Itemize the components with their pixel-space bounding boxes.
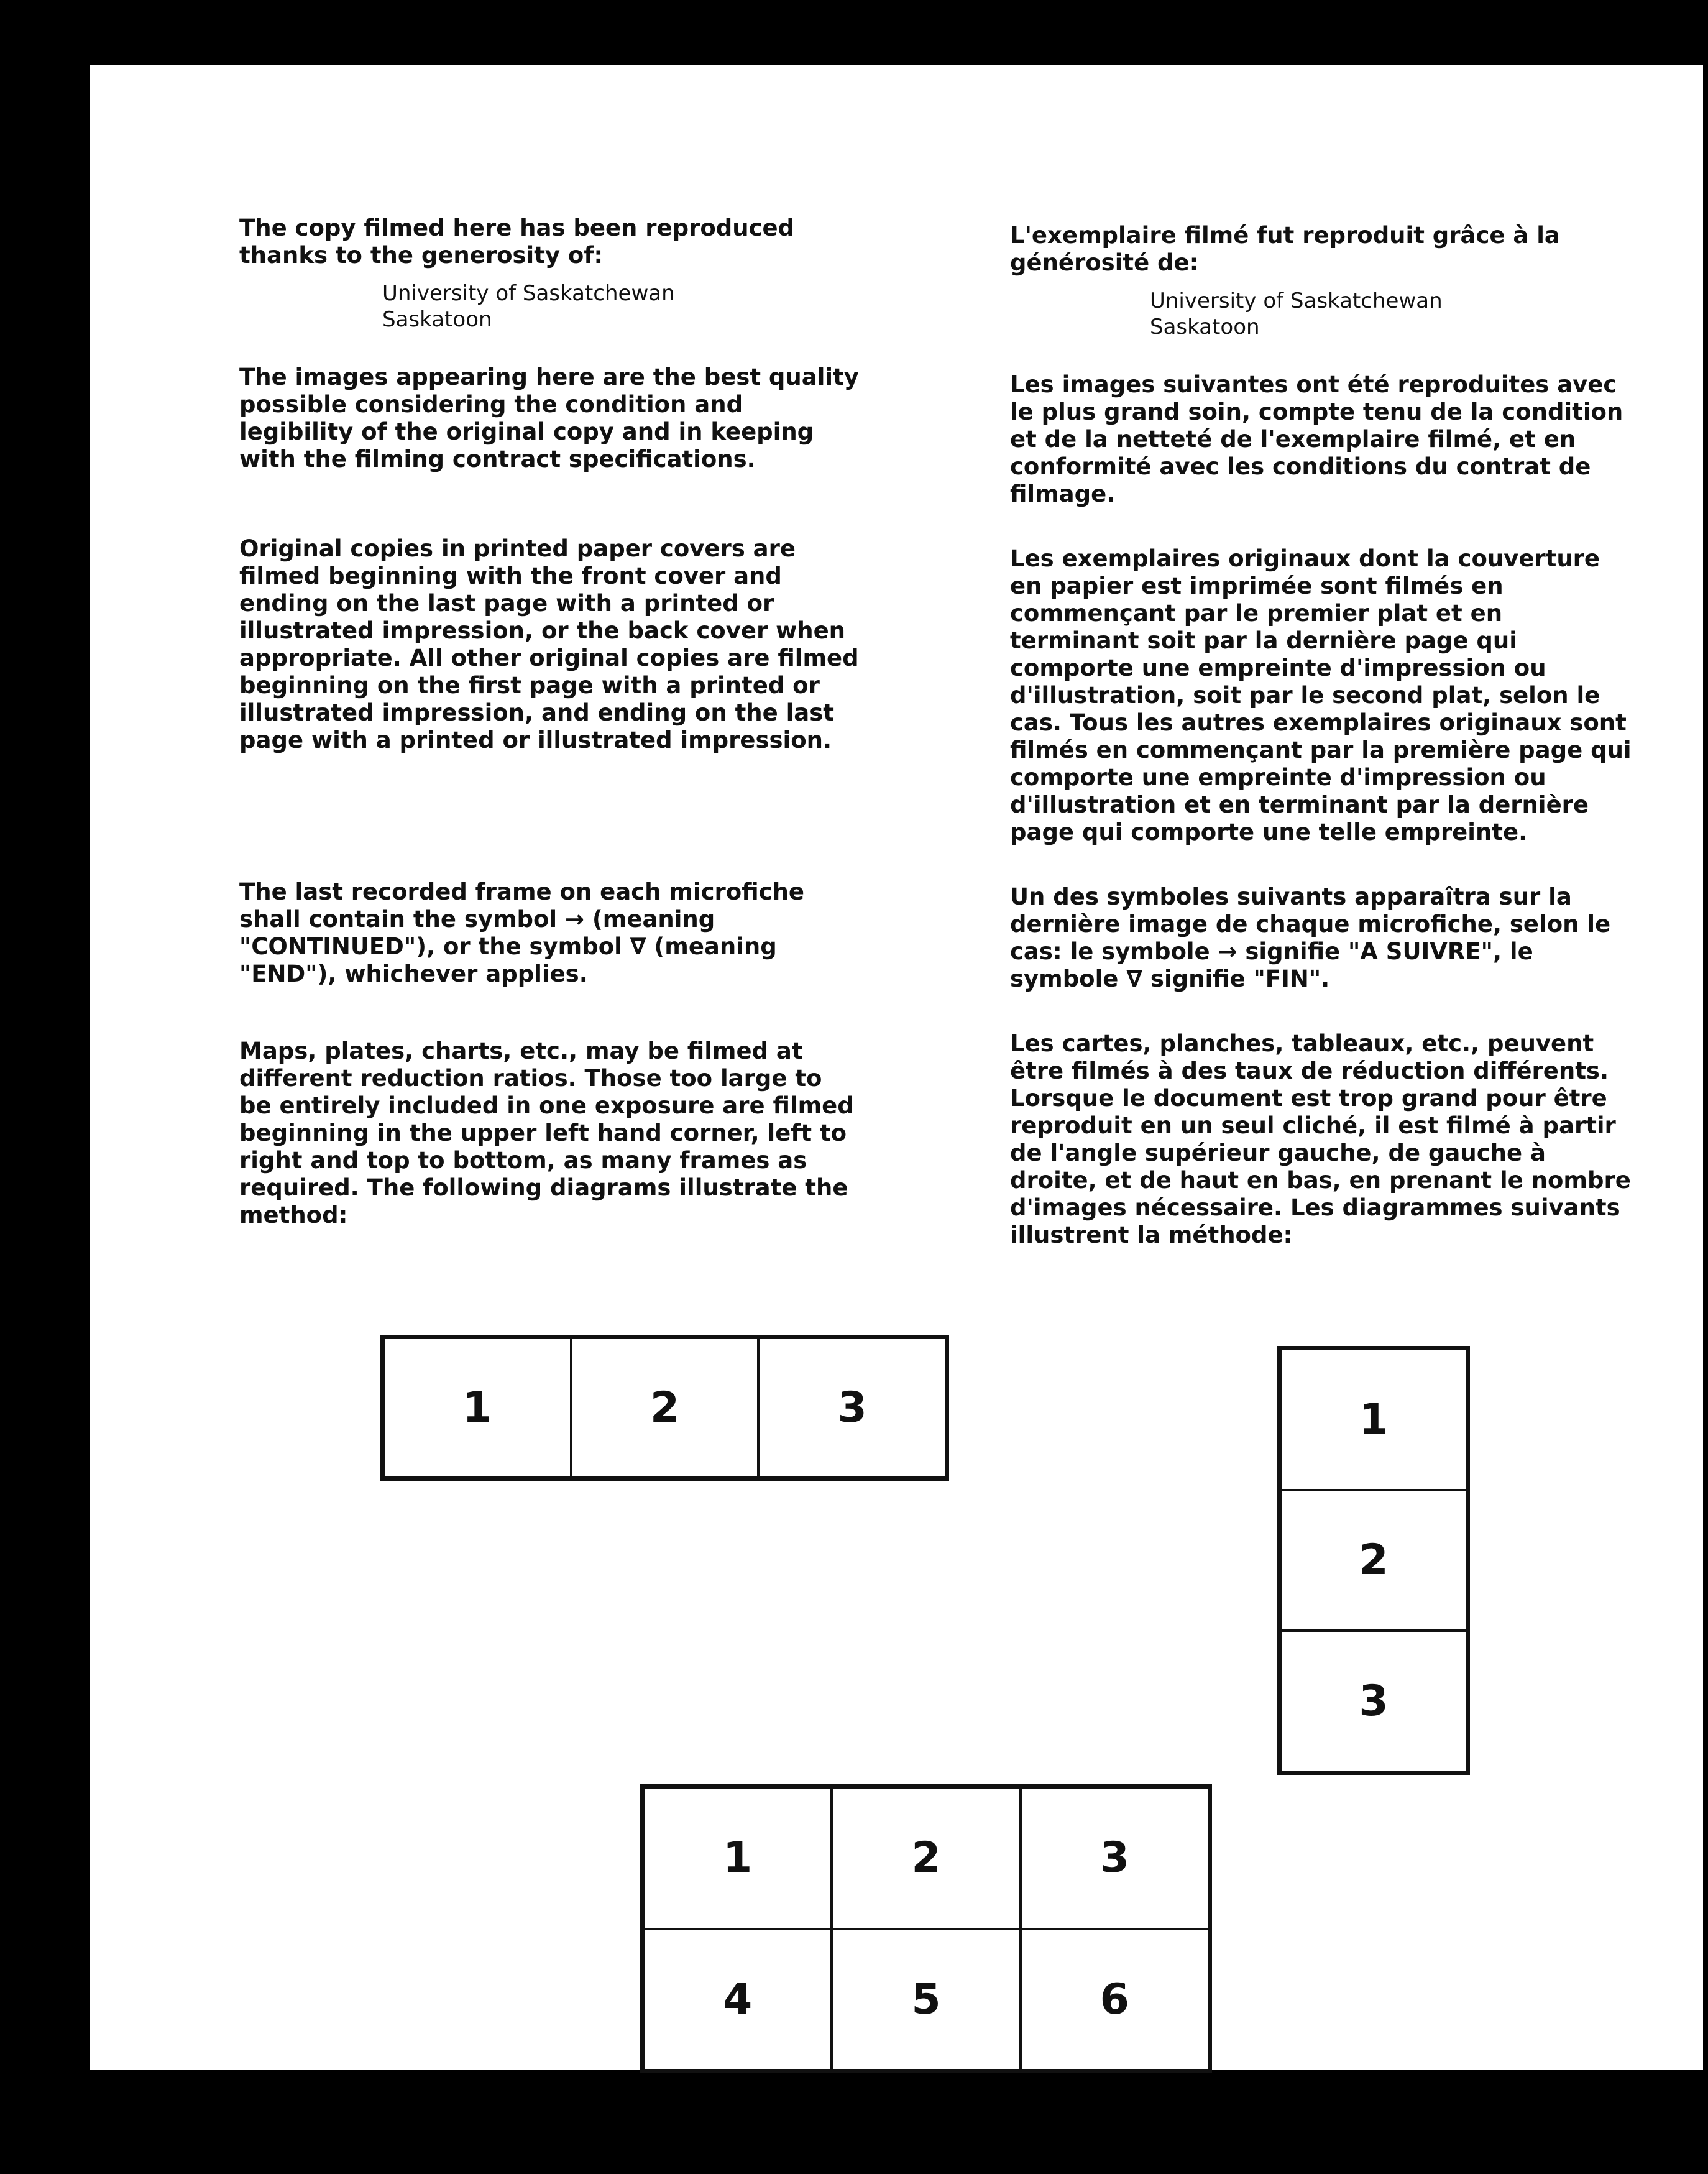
english-symbols: The last recorded frame on each microfiche shall contain the symbol → (meaning "CONTINUED"), or the symbol ∇ (meaning "END"), whichever applies. [239,878,805,987]
english-quality: The images appearing here are the best quality possible considering the condition and legibility of the original copy and in keeping with the filming contract specifications. [239,364,859,472]
french-symbols: Un des symboles suivants apparaîtra sur la dernière image de chaque microfiche, selon le cas: le symbole → signifie "A SUIVRE", le symbole ∇ signifie "FIN". [1010,883,1611,992]
frame-cell: 5 [832,1929,1020,2071]
french-quality: Les images suivantes ont été reproduites avec le plus grand soin, compte tenu de la condition et de la netteté de l'exemplaire filmé, et en conformité avec les conditions du contrat de filmage. [1010,371,1623,507]
english-institution [382,280,861,333]
english-thanks: The copy filmed here has been reproduced thanks to the generosity of: [239,214,795,269]
frame-cell: 1 [1280,1349,1467,1490]
french-institution [1150,288,1632,340]
frame-cell: 4 [643,1929,832,2071]
english-institution-name: University of Saskatchewan [382,281,675,306]
frame-cell: 3 [1280,1631,1467,1772]
french-institution-name: University of Saskatchewan [1150,288,1443,313]
diagram-horizontal [380,1335,949,1481]
frame-cell: 1 [643,1787,832,1929]
frame-cell: 2 [1280,1490,1467,1631]
french-maps: Les cartes, planches, tableaux, etc., peuvent être filmés à des taux de réduction différents. Lorsque le document est trop grand pour être reproduit en un seul cliché, il est filmé à partir de l'angle supérieur gauche, de gauche à droite, et de haut en bas, en prenant le nombre d'images nécessaire. Les diagrammes suivants illustrent la méthode: [1010,1030,1631,1248]
frame-cell: 2 [571,1338,759,1478]
frame-cell: 2 [832,1787,1020,1929]
diagram-vertical [1277,1346,1470,1775]
filming-notice-sheet [90,65,1703,2070]
french-thanks: L'exemplaire filmé fut reproduit grâce à la générosité de: [1010,222,1560,276]
english-covers: Original copies in printed paper covers are filmed beginning with the front cover and ending on the last page with a printed or illustrated impression, or the back cover when appropriate. All other original copies are filmed beginning on the first page with a printed or illustrated impression, and ending on the last page with a printed or illustrated impression. [239,535,859,753]
frame-cell: 6 [1021,1929,1209,2071]
french-column [1010,222,1632,1249]
french-institution-city: Saskatoon [1150,315,1260,339]
french-covers: Les exemplaires originaux dont la couverture en papier est imprimée sont filmés en commençant par le premier plat et en terminant soit par la dernière page qui comporte une empreinte d'impression ou d'illustration, soit par le second plat, selon le cas. Tous les autres exemplaires originaux sont filmés en commençant par la première page qui comporte une empreinte d'impression ou d'illustration et en terminant par la dernière page qui comporte une telle empreinte. [1010,545,1632,845]
english-column [239,214,861,1229]
english-institution-city: Saskatoon [382,307,492,332]
frame-cell: 3 [1021,1787,1209,1929]
frame-cell: 1 [383,1338,571,1478]
english-maps: Maps, plates, charts, etc., may be filmed at different reduction ratios. Those too large to be entirely included in one exposure are filmed beginning in the upper left hand corner, left to right and top to bottom, as many frames as required. The following diagrams illustrate the method: [239,1038,854,1228]
diagram-grid [640,1784,1212,2073]
frame-cell: 3 [758,1338,946,1478]
